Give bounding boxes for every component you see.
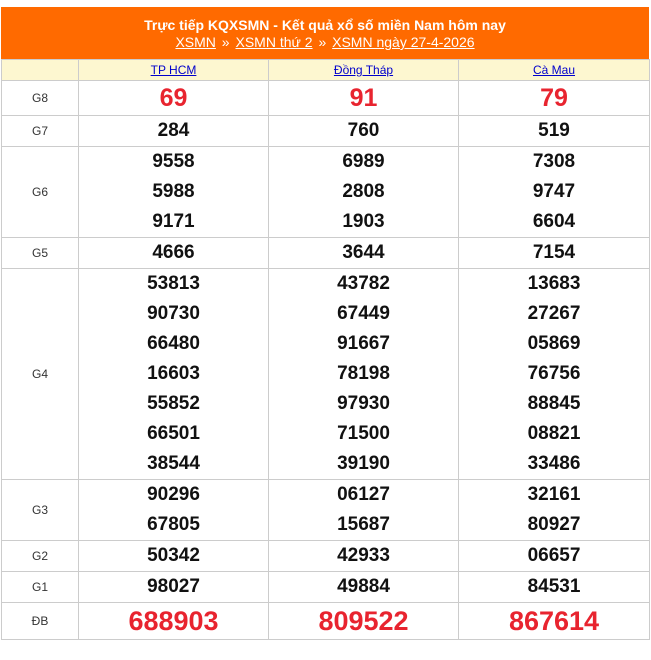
result-cell bbox=[269, 572, 459, 603]
result-number: 88845 bbox=[527, 393, 581, 414]
result-cell bbox=[79, 480, 269, 541]
result-number: 9558 bbox=[152, 151, 195, 172]
result-number: 67449 bbox=[337, 303, 390, 324]
result-number: 32161 bbox=[527, 484, 581, 505]
result-number: 284 bbox=[157, 120, 190, 141]
result-number: 9171 bbox=[152, 211, 195, 232]
result-cell bbox=[459, 572, 650, 603]
result-number: 688903 bbox=[128, 606, 219, 636]
page-title: Trực tiếp KQXSMN - Kết quả xổ số miền Nam hôm nay bbox=[144, 17, 506, 33]
result-number: 50342 bbox=[147, 545, 200, 566]
results-widget bbox=[1, 7, 649, 640]
result-cell bbox=[269, 81, 459, 116]
result-number: 43782 bbox=[337, 273, 390, 294]
result-number: 80927 bbox=[527, 514, 581, 535]
result-cell bbox=[269, 269, 459, 480]
result-cell bbox=[459, 116, 650, 147]
result-number: 16603 bbox=[147, 363, 200, 384]
prize-row-g3 bbox=[2, 480, 650, 541]
result-number: 84531 bbox=[527, 576, 581, 597]
result-number: 867614 bbox=[508, 606, 600, 636]
result-cell bbox=[269, 147, 459, 238]
result-cell bbox=[269, 541, 459, 572]
province-header bbox=[269, 60, 459, 81]
result-cell bbox=[459, 269, 650, 480]
result-number: 760 bbox=[347, 120, 380, 141]
prize-row-g5 bbox=[2, 238, 650, 269]
result-cell bbox=[459, 603, 650, 640]
result-number: 08821 bbox=[527, 423, 581, 444]
result-number: 98027 bbox=[147, 576, 200, 597]
result-number: 67805 bbox=[147, 514, 200, 535]
result-number: 5988 bbox=[152, 181, 195, 202]
breadcrumb-link-xsmn[interactable]: XSMN bbox=[175, 34, 216, 50]
result-number: 7308 bbox=[532, 151, 576, 172]
result-number: 97930 bbox=[337, 393, 390, 414]
prize-header-cell bbox=[2, 60, 79, 81]
province-link-tp-hcm[interactable]: TP HCM bbox=[150, 63, 197, 77]
result-number: 6604 bbox=[532, 211, 576, 232]
prize-label: G2 bbox=[2, 541, 79, 572]
prize-label: G7 bbox=[2, 116, 79, 147]
header-bar bbox=[1, 7, 649, 59]
prize-label: G3 bbox=[2, 480, 79, 541]
result-number: 91 bbox=[349, 84, 378, 112]
result-number: 809522 bbox=[318, 606, 409, 636]
province-header bbox=[459, 60, 650, 81]
result-cell bbox=[459, 480, 650, 541]
results-table bbox=[1, 59, 650, 640]
result-number: 6989 bbox=[342, 151, 385, 172]
result-cell bbox=[459, 147, 650, 238]
result-cell bbox=[79, 269, 269, 480]
result-cell bbox=[79, 116, 269, 147]
result-cell bbox=[269, 480, 459, 541]
result-number: 05869 bbox=[527, 333, 581, 354]
prize-row-g4 bbox=[2, 269, 650, 480]
breadcrumb-separator: » bbox=[221, 34, 230, 50]
prize-label: G4 bbox=[2, 269, 79, 480]
result-cell bbox=[79, 238, 269, 269]
result-number: 1903 bbox=[342, 211, 385, 232]
result-number: 42933 bbox=[337, 545, 390, 566]
result-cell bbox=[79, 81, 269, 116]
result-number: 91667 bbox=[337, 333, 390, 354]
result-cell bbox=[269, 238, 459, 269]
result-number: 38544 bbox=[147, 453, 200, 474]
result-number: 2808 bbox=[342, 181, 385, 202]
result-cell bbox=[459, 541, 650, 572]
result-number: 90296 bbox=[147, 484, 200, 505]
result-cell bbox=[79, 572, 269, 603]
result-cell bbox=[269, 603, 459, 640]
prize-row-đb bbox=[2, 603, 650, 640]
result-number: 66480 bbox=[147, 333, 200, 354]
prize-row-g8 bbox=[2, 81, 650, 116]
prize-label: G5 bbox=[2, 238, 79, 269]
prize-row-g2 bbox=[2, 541, 650, 572]
result-number: 69 bbox=[159, 84, 188, 112]
result-number: 27267 bbox=[527, 303, 581, 324]
result-number: 9747 bbox=[532, 181, 576, 202]
result-number: 13683 bbox=[527, 273, 581, 294]
result-number: 519 bbox=[538, 120, 570, 141]
result-number: 49884 bbox=[337, 576, 390, 597]
result-cell bbox=[79, 541, 269, 572]
prize-label: G1 bbox=[2, 572, 79, 603]
result-number: 4666 bbox=[152, 242, 195, 263]
result-number: 3644 bbox=[342, 242, 385, 263]
province-link-ca-mau[interactable]: Cà Mau bbox=[532, 63, 576, 77]
breadcrumb-link-xsmn-date[interactable]: XSMN ngày 27-4-2026 bbox=[332, 34, 475, 50]
result-number: 79 bbox=[540, 84, 568, 112]
breadcrumb-link-xsmn-thu-2[interactable]: XSMN thứ 2 bbox=[235, 34, 313, 50]
province-link-dong-thap[interactable]: Đồng Tháp bbox=[333, 63, 394, 77]
province-header bbox=[79, 60, 269, 81]
result-number: 06657 bbox=[527, 545, 581, 566]
breadcrumb-separator: » bbox=[318, 34, 327, 50]
result-number: 78198 bbox=[337, 363, 390, 384]
province-header-row bbox=[2, 60, 650, 81]
result-number: 71500 bbox=[337, 423, 390, 444]
result-number: 7154 bbox=[532, 242, 576, 263]
prize-label: G8 bbox=[2, 81, 79, 116]
result-number: 53813 bbox=[147, 273, 200, 294]
result-number: 90730 bbox=[147, 303, 200, 324]
prize-label: ĐB bbox=[2, 603, 79, 640]
result-number: 15687 bbox=[337, 514, 390, 535]
result-number: 39190 bbox=[337, 453, 390, 474]
result-cell bbox=[459, 238, 650, 269]
prize-row-g1 bbox=[2, 572, 650, 603]
result-cell bbox=[269, 116, 459, 147]
result-number: 06127 bbox=[337, 484, 390, 505]
breadcrumb bbox=[1, 34, 649, 51]
result-cell bbox=[79, 603, 269, 640]
result-cell bbox=[459, 81, 650, 116]
prize-row-g6 bbox=[2, 147, 650, 238]
result-number: 55852 bbox=[147, 393, 200, 414]
prize-row-g7 bbox=[2, 116, 650, 147]
result-cell bbox=[79, 147, 269, 238]
result-number: 33486 bbox=[527, 453, 581, 474]
prize-label: G6 bbox=[2, 147, 79, 238]
result-number: 66501 bbox=[147, 423, 200, 444]
result-number: 76756 bbox=[527, 363, 581, 384]
